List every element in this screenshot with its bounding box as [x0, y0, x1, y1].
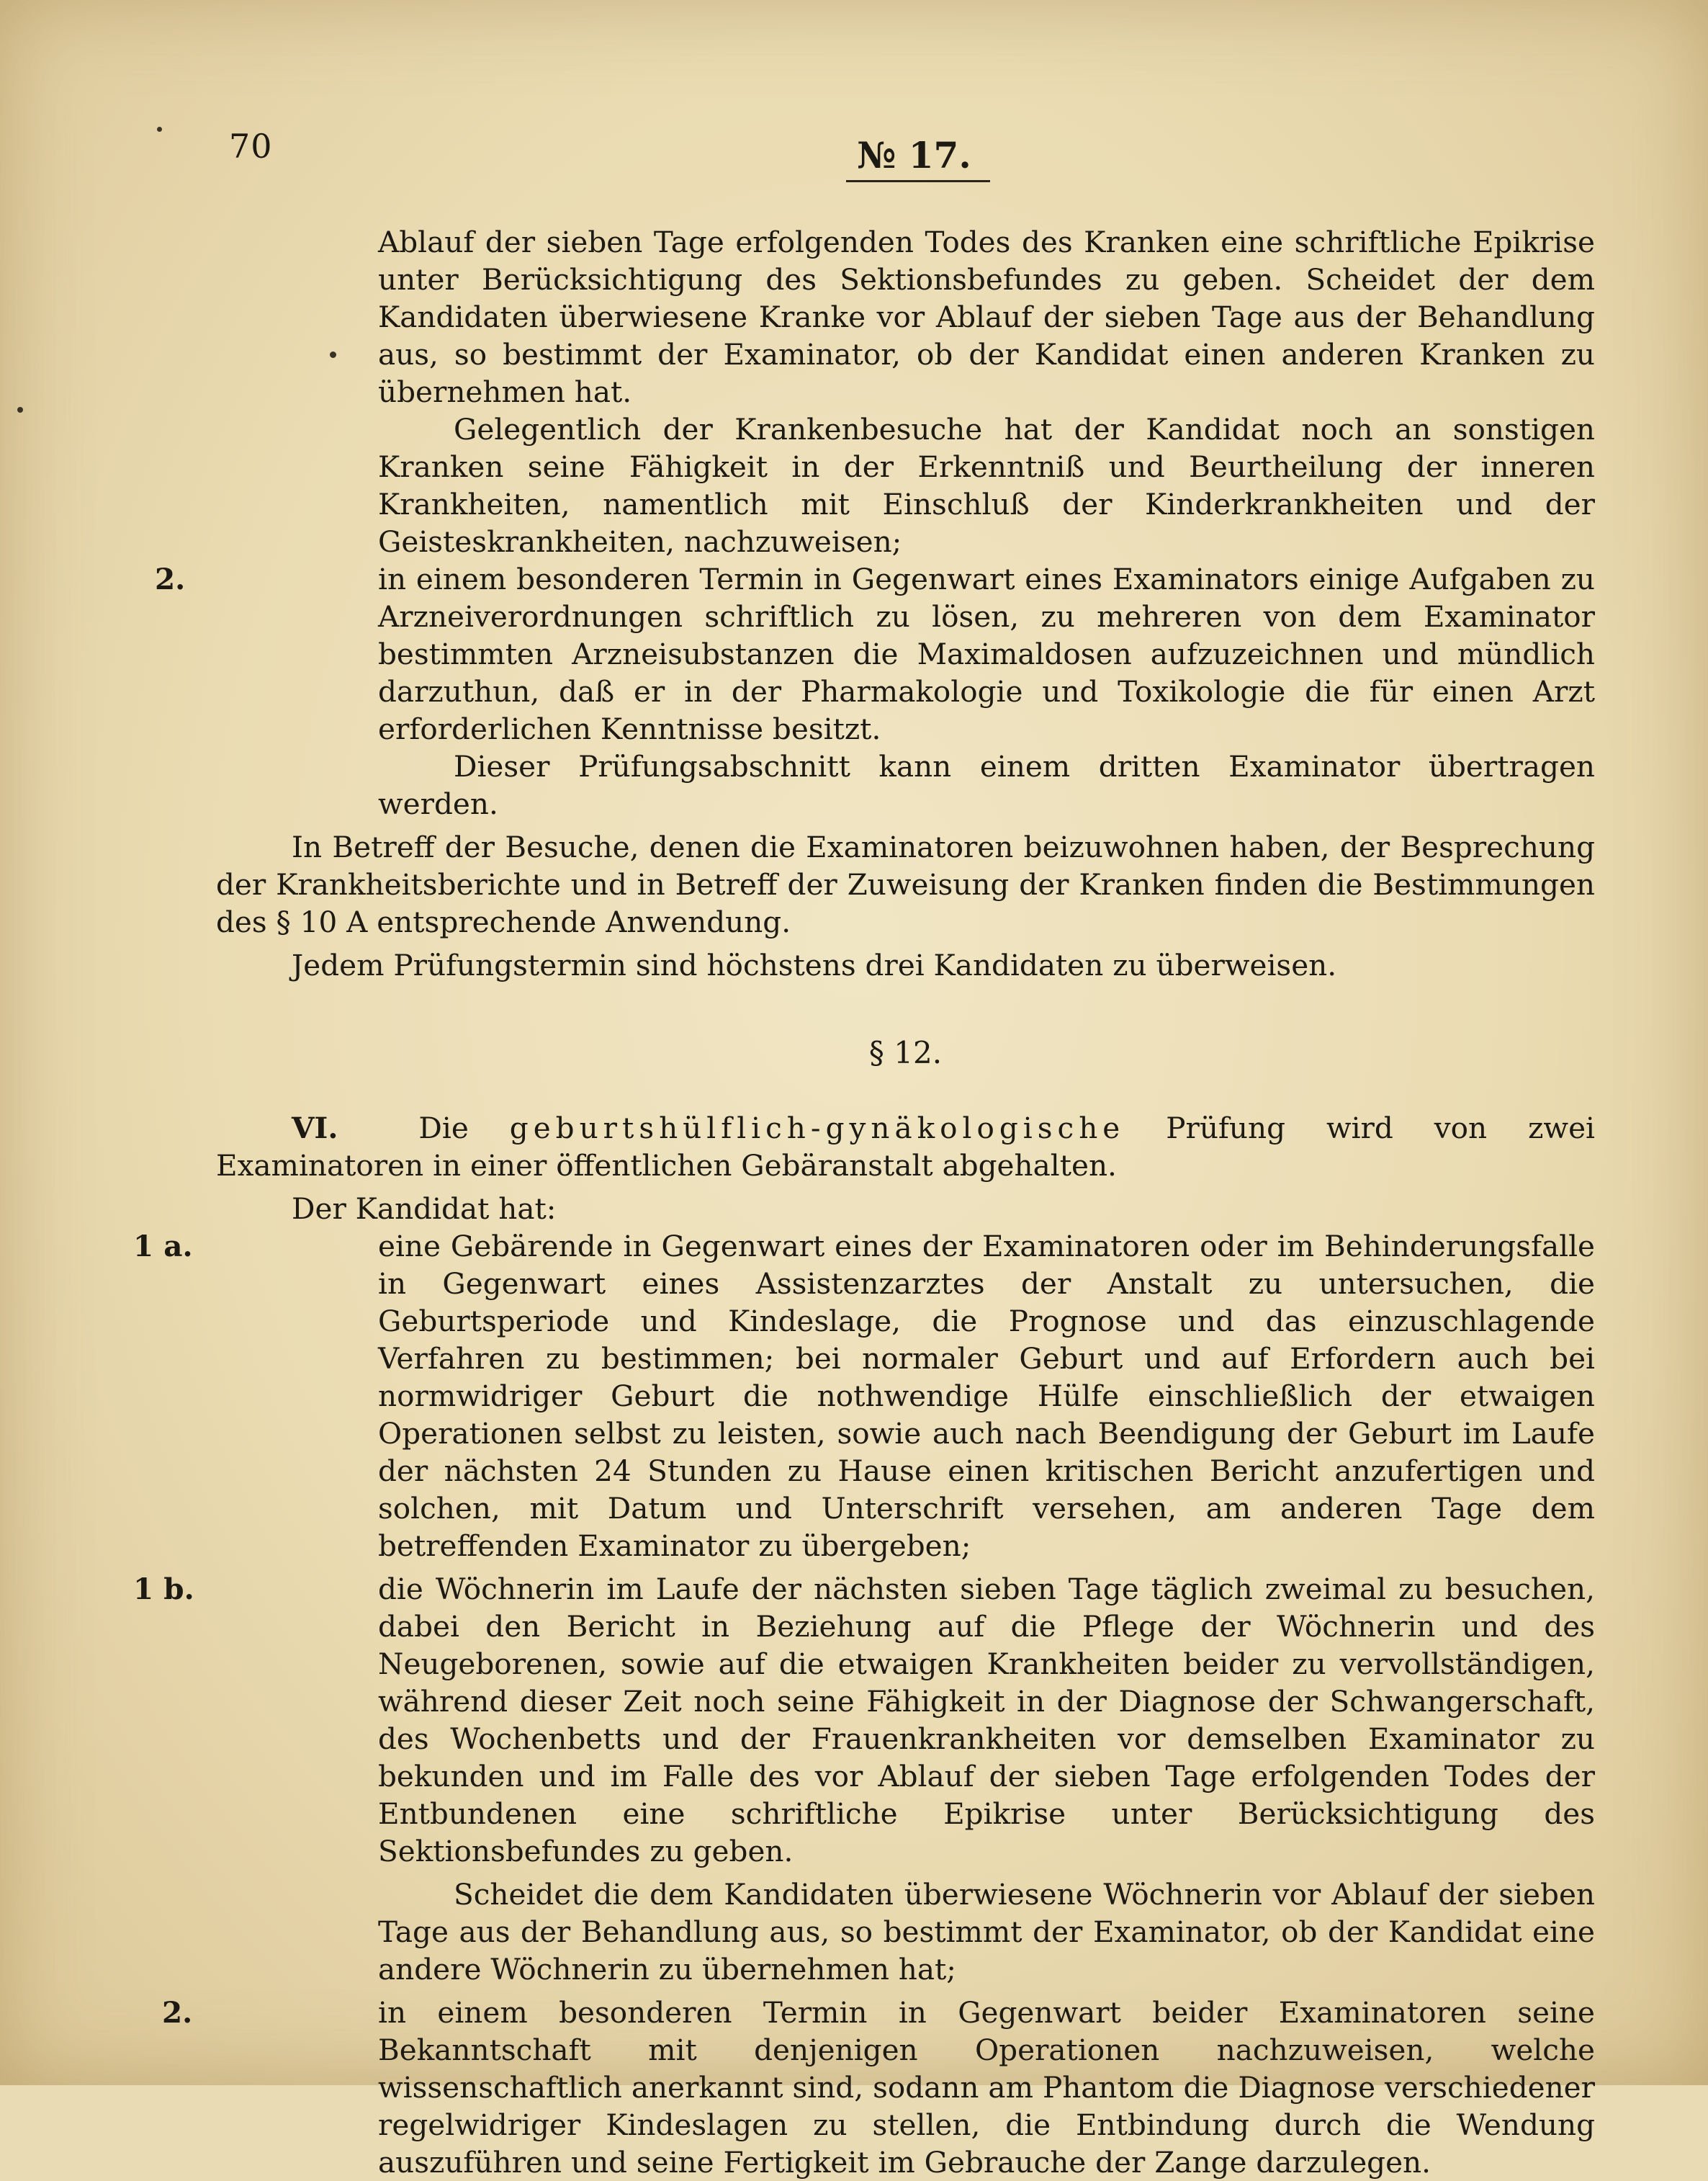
section-12-intro [216, 1109, 1595, 1184]
item-number: 2. [162, 1995, 193, 2030]
max-candidates-paragraph: Jedem Prüfungstermin sind höchstens drei Kandidaten zu überweisen. [292, 948, 1337, 982]
item-text: in einem besonderen Termin in Gegenwart beider Examinatoren seine Bekanntschaft mit denjenigen Operationen nachzuweisen, welche wissenschaftlich anerkannt sind, sodann am Phantom die Diagnose verschiedener regelwidriger Kindeslagen zu stellen, die Entbindung durch die Wendung auszuführen und seine Fertigkeit im Gebrauche der Zange darzulegen. [378, 1995, 1595, 2180]
page-number: 70 [229, 127, 273, 166]
candidate-has-line: Der Kandidat hat: [292, 1191, 557, 1226]
ink-speck [157, 127, 162, 132]
exam-type-spaced: geburtshülflich-gynäkologische [509, 1111, 1125, 1145]
intro-rest: Prüfung wird von zwei Examinatoren in einer öffentlichen Gebäranstalt abgehalten. [216, 1111, 1596, 1183]
occasional-visits-paragraph: Gelegentlich der Krankenbesuche hat der Kandidat noch an sonstigen Kranken seine Fähigkeit in der Erkenntniß und Beurtheilung der inneren Krankheiten, namentlich mit Einschluß der Kinderkrankheiten und der Geisteskrankheiten, nachzuweisen; [378, 412, 1595, 559]
item-text: die Wöchnerin im Laufe der nächsten sieben Tage täglich zweimal zu besuchen, dabei den Bericht in Beziehung auf die Pflege der Wöchnerin und des Neugeborenen, sowie auf die etwaigen Krankheiten beider zu vervollständigen, während dieser Zeit noch seine Fähigkeit in der Diagnose der Schwangerschaft, des Wochenbetts und der Frauenkrankheiten vor demselben Examinator zu bekunden und im Falle des vor Ablauf der sieben Tage erfolgenden Todes der Entbundenen eine schriftliche Epikrise unter Berücksichtigung des Sektionsbefundes zu geben. [378, 1572, 1595, 1868]
exam-item-2-operations [162, 1994, 1595, 2181]
item-text: in einem besonderen Termin in Gegenwart eines Examinators einige Aufgaben zu Arzneiverordnungen schriftlich zu lösen, zu mehreren von dem Examinator bestimmten Arzneisubstanzen die Maximaldosen aufzuzeichnen und mündlich darzuthun, daß er in der Pharmakologie und Toxikologie die für einen Arzt erforderlichen Kenntnisse besitzt. [378, 562, 1595, 746]
exam-item-1b-continuation: Scheidet die dem Kandidaten überwiesene Wöchnerin vor Ablauf der sieben Tage aus der Behandlung aus, so bestimmt der Examinator, ob der Kandidat eine andere Wöchnerin zu übernehmen hat; [378, 1877, 1595, 1987]
item-number: 2. [155, 562, 186, 596]
item-text: eine Gebärende in Gegenwart eines der Examinatoren oder im Behinderungsfalle in Gegenwart eines Assistenzarztes der Anstalt zu untersuchen, die Geburtsperiode und Kindeslage, die Prognose und das einzuschlagende Verfahren zu bestimmen; bei normaler Geburt und auf Erfordern auch bei normwidriger Geburt die nothwendige Hülfe einschließlich der etwaigen Operationen selbst zu leisten, sowie auch nach Beendigung der Geburt im Laufe der nächsten 24 Stunden zu Hause einen kritischen Bericht anzufertigen und solchen, mit Datum und Unterschrift versehen, am anderen Tage dem betreffenden Examinator zu übergeben; [378, 1229, 1595, 1563]
roman-numeral: VI. [292, 1111, 338, 1145]
section-heading: § 12. [868, 1035, 943, 1070]
third-examiner-paragraph: Dieser Prüfungsabschnitt kann einem dritten Examinator übertragen werden. [378, 749, 1595, 821]
document-number: № 17. [857, 134, 971, 176]
intro-lead: Die [418, 1111, 469, 1145]
body-text [133, 223, 1596, 2181]
continuation-paragraph: Ablauf der sieben Tage erfolgenden Todes des Kranken eine schriftliche Epikrise unter Berücksichtigung des Sektionsbefundes zu geben. Scheidet der dem Kandidaten überwiesene Kranke vor Ablauf der sieben Tage aus der Behandlung aus, so bestimmt der Examinator, ob der Kandidat einen anderen Kranken zu übernehmen hat. [378, 225, 1595, 409]
ink-speck [17, 407, 23, 413]
exam-item-2-pharmacology [155, 560, 1595, 748]
visits-provisions-paragraph: In Betreff der Besuche, denen die Examinatoren beizuwohnen haben, der Besprechung der Krankheitsberichte und in Betreff der Zuweisung der Kranken finden die Bestimmungen des § 10 A entsprechende Anwendung. [216, 830, 1595, 939]
item-number: 1 b. [133, 1572, 194, 1606]
item-number: 1 a. [133, 1229, 193, 1263]
header-rule [846, 180, 990, 182]
exam-item-1a [133, 1227, 1595, 1564]
exam-item-1b [133, 1570, 1595, 1870]
